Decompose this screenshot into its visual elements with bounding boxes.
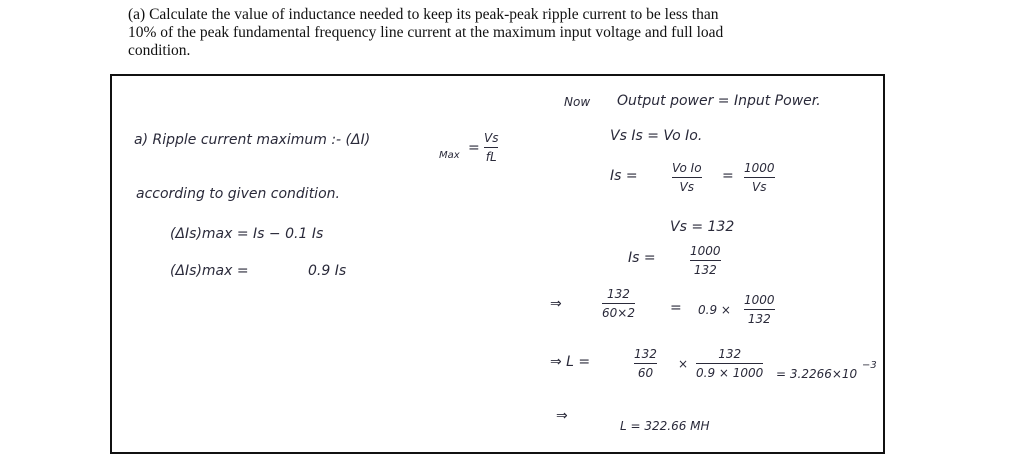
- step1-rhs-factor: 0.9 ×: [698, 303, 731, 317]
- equation-2-lhs: (ΔIs)max =: [170, 263, 249, 279]
- step1-fraction: [602, 286, 635, 321]
- step1-equals: =: [670, 300, 682, 316]
- step2-times: ×: [678, 357, 689, 371]
- step2-result: = 3.2266×10: [776, 367, 858, 381]
- is2-fraction: [690, 243, 721, 278]
- fraction-bar: [484, 147, 498, 148]
- is-fraction-1-denominator: Vs: [679, 180, 694, 194]
- question-line-1: (a) Calculate the value of inductance needed to keep its peak-peak ripple current to be less than: [128, 6, 719, 23]
- ripple-fraction-numerator: Vs: [484, 131, 499, 145]
- final-answer: L = 322.66 MH: [620, 419, 710, 433]
- step1-rhs-fraction: [744, 292, 775, 327]
- step2-fraction-2-numerator: 132: [718, 347, 742, 361]
- is-fraction-2-denominator: Vs: [752, 180, 767, 194]
- implies-arrow-3: ⇒: [556, 408, 568, 424]
- is-lhs: Is =: [610, 168, 638, 184]
- step1-fraction-numerator: 132: [607, 287, 630, 301]
- implies-arrow-1: ⇒: [550, 296, 562, 312]
- is-fraction-1: [672, 160, 702, 195]
- ripple-current-heading: a) Ripple current maximum :- (ΔI): [134, 132, 371, 148]
- is2-fraction-numerator: 1000: [690, 244, 721, 258]
- question-line-2: 10% of the peak fundamental frequency line current at the maximum input voltage and full load: [128, 24, 724, 41]
- fraction-bar: [602, 303, 635, 304]
- step2-fraction-1: [634, 346, 657, 381]
- step1-rhs-denominator: 132: [747, 312, 771, 326]
- is-fraction-2: [744, 160, 775, 195]
- question-text: [128, 6, 848, 60]
- fraction-bar: [672, 177, 702, 178]
- implies-L-equals: ⇒ L =: [550, 354, 591, 370]
- power-balance: Output power = Input Power.: [617, 93, 821, 109]
- is-fraction-2-numerator: 1000: [744, 161, 775, 175]
- step2-exponent: −3: [862, 360, 877, 371]
- now-label: Now: [564, 95, 591, 109]
- step1-fraction-denominator: 60×2: [602, 306, 635, 320]
- is2-lhs: Is =: [628, 250, 656, 266]
- step1-rhs-numerator: 1000: [744, 293, 775, 307]
- is2-fraction-denominator: 132: [693, 263, 717, 277]
- handwritten-solution-image: [110, 74, 885, 454]
- step2-fraction-1-numerator: 132: [634, 347, 657, 361]
- fraction-bar: [744, 177, 775, 178]
- fraction-bar: [696, 363, 763, 364]
- ripple-equals: =: [468, 140, 480, 156]
- fraction-bar: [634, 363, 657, 364]
- fraction-bar: [744, 309, 775, 310]
- equation-2-rhs: 0.9 Is: [308, 263, 347, 279]
- ripple-fraction: [484, 130, 498, 165]
- question-line-3: condition.: [128, 42, 191, 59]
- step2-fraction-2: [696, 346, 763, 381]
- ripple-max-subscript: Max: [439, 150, 460, 161]
- equation-1: (ΔIs)max = Is − 0.1 Is: [170, 226, 324, 242]
- step2-fraction-1-denominator: 60: [637, 366, 654, 380]
- fraction-bar: [690, 260, 721, 261]
- condition-text: according to given condition.: [136, 186, 340, 202]
- vs-value: Vs = 132: [670, 219, 735, 235]
- step2-fraction-2-denominator: 0.9 × 1000: [696, 366, 764, 380]
- vs-is-equation: Vs Is = Vo Io.: [610, 128, 703, 144]
- ripple-fraction-denominator: fL: [485, 150, 497, 164]
- is-equals-2: =: [722, 168, 734, 184]
- is-fraction-1-numerator: Vo Io: [672, 161, 702, 175]
